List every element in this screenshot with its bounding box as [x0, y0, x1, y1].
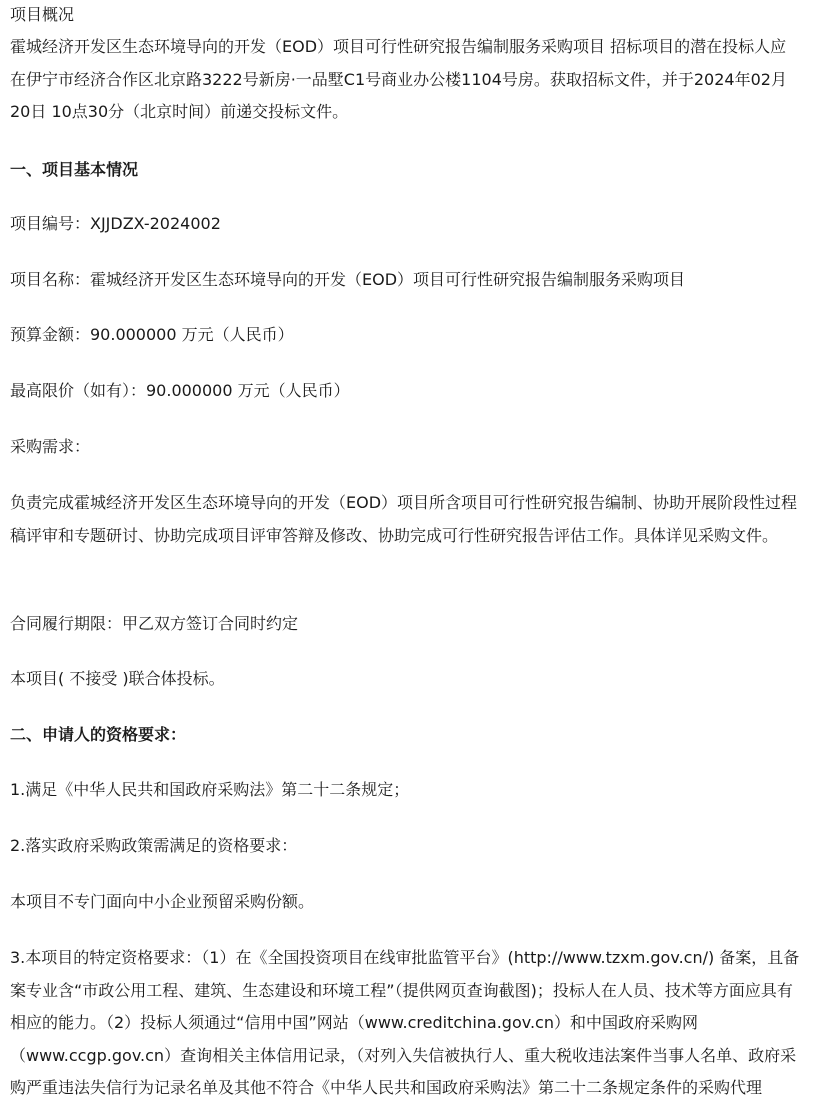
overview-text: 霍城经济开发区生态环境导向的开发（EOD）项目可行性研究报告编制服务采购项目 招标项目的潜在投标人应在伊宁市经济合作区北京路3222号新房·一品墅C1号商业办公楼1104号房。获取招标文件，并于2024年02月20日 10点30分（北京时间）前递交投标文件。 — [10, 37, 787, 121]
requirement-item-2: 2.落实政府采购政策需满足的资格要求： — [10, 836, 298, 855]
demand-label: 采购需求： — [10, 437, 91, 456]
requirement-item-3: 3.本项目的特定资格要求：（1）在《全国投资项目在线审批监管平台》(http://www.tzxm.gov.cn/) 备案，且备案专业含“市政公用工程、建筑、生态建设和环境工程”（提供网页查询截图)；投标人在人员、技术等方面应具有相应的能力。（2）投标人须通过“信用中国”网站（www.creditchina.gov.cn）和中国政府采购网（www.ccgp.gov.cn）查询相关主体信用记录，（对列入失信被执行人、重大税收违法案件当事人名单、政府采购严重违法失信行为记录名单及其他不符合《中华人民共和国政府采购法》第二十二条规定条件的采购代理 — [10, 948, 800, 1097]
project-number: 项目编号：XJJDZX-2024002 — [10, 214, 221, 233]
section2-heading: 二、申请人的资格要求： — [10, 725, 187, 744]
contract-period: 合同履行期限：甲乙双方签订合同时约定 — [10, 614, 299, 633]
project-name: 项目名称：霍城经济开发区生态环境导向的开发（EOD）项目可行性研究报告编制服务采购项目 — [10, 270, 686, 289]
budget-amount: 预算金额：90.000000 万元（人民币） — [10, 325, 294, 344]
consortium-note: 本项目( 不接受 )联合体投标。 — [10, 669, 225, 688]
overview-title: 项目概况 — [10, 5, 75, 24]
requirement-item-1: 1.满足《中华人民共和国政府采购法》第二十二条规定； — [10, 780, 410, 799]
requirement-item-2-text: 本项目不专门面向中小企业预留采购份额。 — [10, 892, 315, 911]
demand-text: 负责完成霍城经济开发区生态环境导向的开发（EOD）项目所含项目可行性研究报告编制、协助开展阶段性过程稿评审和专题研讨、协助完成项目评审答辩及修改、协助完成可行性研究报告评估工作。具体详见采购文件。 — [10, 493, 798, 545]
section1-heading: 一、项目基本情况 — [10, 160, 139, 179]
max-price: 最高限价（如有）：90.000000 万元（人民币） — [10, 381, 350, 400]
